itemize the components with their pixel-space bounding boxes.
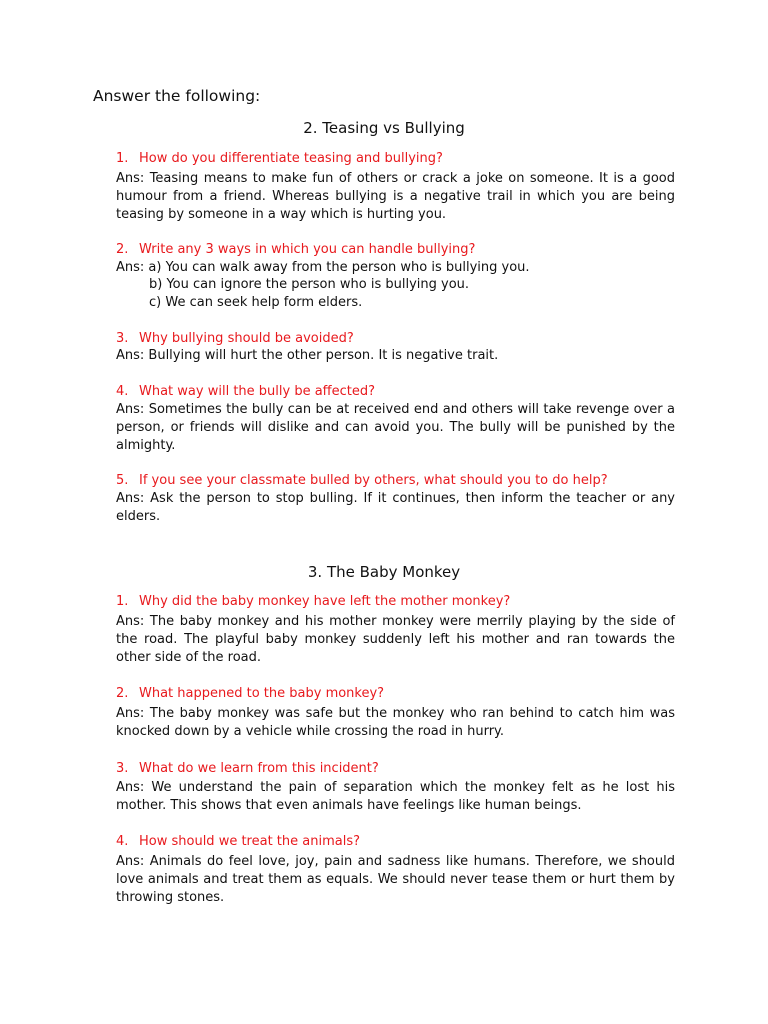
answer: Ans: We understand the pain of separation which the monkey felt as he lost his mother. This shows that even animals have feelings like human beings. bbox=[116, 780, 675, 813]
question-text: How should we treat the animals? bbox=[139, 834, 361, 849]
question-number: 3. bbox=[116, 331, 129, 346]
question-text: How do you differentiate teasing and bullying? bbox=[139, 151, 443, 166]
question-text: What way will the bully be affected? bbox=[139, 384, 376, 399]
section-title-baby-monkey: 3. The Baby Monkey bbox=[307, 563, 461, 581]
question-number: 3. bbox=[116, 761, 129, 776]
instruction-heading: Answer the following: bbox=[93, 87, 261, 105]
answer: Ans: Teasing means to make fun of others or crack a joke on someone. It is a good humour from a friend. Whereas bullying is a negative trail in which you are being teasing by someone in a way which is hurting you. bbox=[116, 171, 675, 222]
question-text: What do we learn from this incident? bbox=[139, 761, 379, 776]
question bbox=[116, 472, 676, 490]
answer: Ans: Ask the person to stop bulling. If it continues, then inform the teacher or any elders. bbox=[116, 491, 675, 524]
question-number: 2. bbox=[116, 242, 129, 257]
answer-subpoint: b) You can ignore the person who is bullying you. bbox=[149, 277, 470, 292]
question-text: Write any 3 ways in which you can handle bullying? bbox=[139, 242, 476, 257]
question-text: Why bullying should be avoided? bbox=[139, 331, 354, 346]
question bbox=[116, 593, 676, 611]
question-number: 2. bbox=[116, 686, 129, 701]
question bbox=[116, 760, 676, 778]
question bbox=[116, 241, 676, 259]
answer: Ans: The baby monkey and his mother monkey were merrily playing by the side of the road. The playful baby monkey suddenly left his mother and ran towards the other side of the road. bbox=[116, 614, 675, 665]
question bbox=[116, 833, 676, 851]
question bbox=[116, 685, 676, 703]
answer: Ans: Sometimes the bully can be at received end and others will take revenge over a person, or friends will dislike and can avoid you. The bully will be punished by the almighty. bbox=[116, 402, 675, 453]
question-number: 1. bbox=[116, 594, 129, 609]
question-text: Why did the baby monkey have left the mother monkey? bbox=[139, 594, 511, 609]
question-number: 5. bbox=[116, 473, 129, 488]
question bbox=[116, 383, 676, 401]
question bbox=[116, 150, 676, 168]
answer: Ans: Animals do feel love, joy, pain and sadness like humans. Therefore, we should love animals and treat them as equals. We should never tease them or hurt them by throwing stones. bbox=[116, 854, 675, 905]
section-title-teasing: 2. Teasing vs Bullying bbox=[303, 119, 465, 137]
answer: Ans: The baby monkey was safe but the monkey who ran behind to catch him was knocked down by a vehicle while crossing the road in hurry. bbox=[116, 706, 675, 739]
answer-subpoint: c) We can seek help form elders. bbox=[149, 295, 363, 310]
question-number: 4. bbox=[116, 834, 129, 849]
answer: Ans: a) You can walk away from the person who is bullying you. bbox=[116, 260, 530, 275]
question-text: What happened to the baby monkey? bbox=[139, 686, 385, 701]
question-text: If you see your classmate bulled by others, what should you to do help? bbox=[139, 473, 608, 488]
question bbox=[116, 330, 676, 348]
answer: Ans: Bullying will hurt the other person. It is negative trait. bbox=[116, 348, 499, 363]
question-number: 4. bbox=[116, 384, 129, 399]
question-number: 1. bbox=[116, 151, 129, 166]
